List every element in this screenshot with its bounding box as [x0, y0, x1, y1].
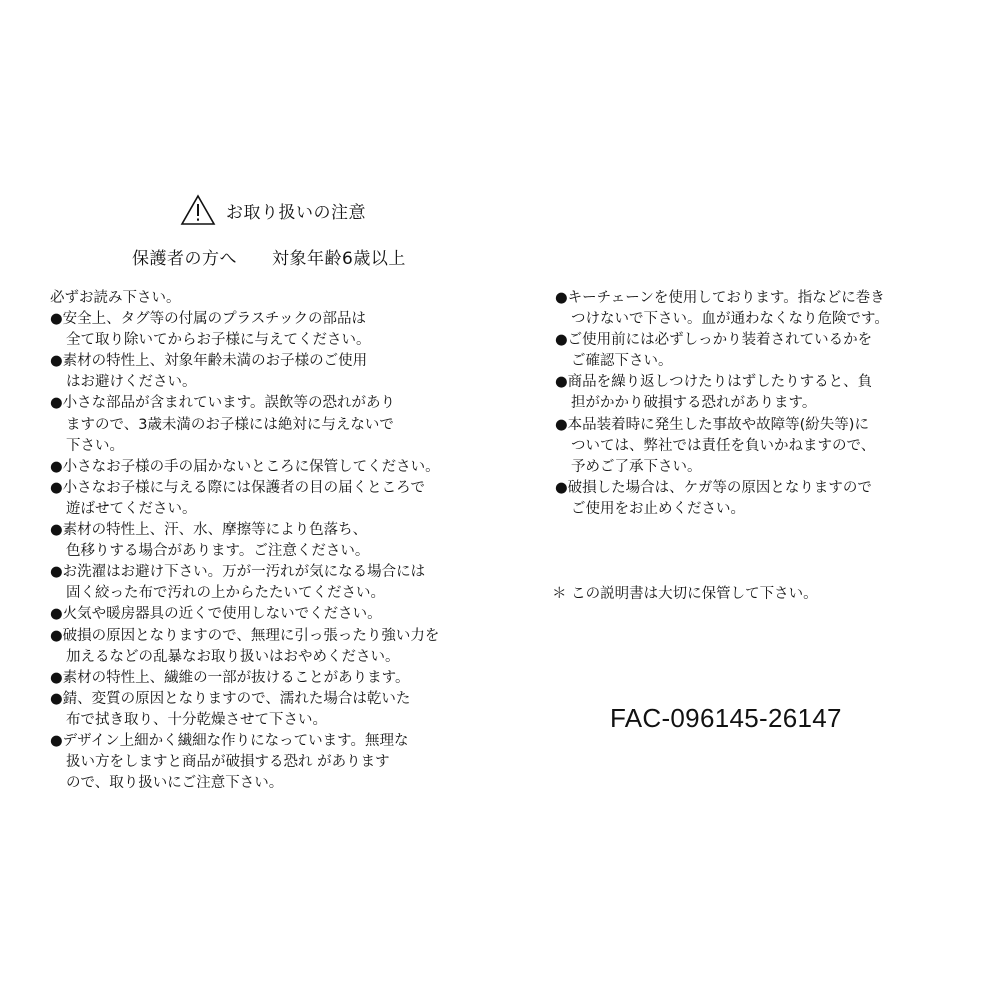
note-line: ●火気や暖房器具の近くで使用しないでください。 — [50, 606, 382, 623]
note-line: 扱い方をしますと商品が破損する恐れ があります — [66, 754, 390, 771]
note-line: ●安全上、タグ等の付属のプラスチックの部品は — [50, 311, 366, 328]
note-line: ●キーチェーンを使用しております。指などに巻き — [555, 290, 885, 306]
note-line: ●素材の特性上、汗、水、摩擦等により色落ち、 — [50, 522, 368, 539]
footnote: ＊ この説明書は大切に保管して下さい。 — [552, 586, 818, 602]
note-line: 全て取り除いてからお子様に与えてください。 — [66, 332, 371, 349]
note-line: はお避けください。 — [66, 374, 197, 391]
note-line: 色移りする場合があります。ご注意ください。 — [66, 543, 370, 560]
warning-triangle-icon — [180, 194, 216, 226]
subheading-age: 保護者の方へ 対象年齢6歳以上 — [132, 249, 406, 269]
note-line: ●破損の原因となりますので、無理に引っ張ったり強い力を — [50, 627, 440, 644]
note-line: ますので、3歳未満のお子様には絶対に与えないで — [66, 416, 394, 433]
left-column-notes — [50, 288, 470, 794]
note-line: ●お洗濯はお避け下さい。万が一汚れが気になる場合には — [50, 564, 426, 581]
note-line: 固く絞った布で汚れの上からたたいてください。 — [66, 585, 385, 602]
note-line: ●錆、変質の原因となりますので、濡れた場合は乾いた — [50, 690, 411, 707]
note-line: 必ずお読み下さい。 — [50, 290, 181, 306]
note-line: ので、取り扱いにご注意下さい。 — [66, 775, 284, 792]
note-line: ●商品を繰り返しつけたりはずしたりすると、負 — [555, 374, 873, 391]
note-line: ●小さな部品が含まれています。誤飲等の恐れがあり — [50, 395, 395, 412]
note-line: ●破損した場合は、ケガ等の原因となりますので — [555, 479, 872, 496]
right-column-notes — [555, 288, 955, 520]
note-line: 布で拭き取り、十分乾燥させて下さい。 — [66, 711, 327, 728]
note-line: ●ご使用前には必ずしっかり装着されているかを — [555, 332, 873, 349]
note-line: 予めご了承下さい。 — [571, 458, 702, 475]
note-line: 担がかかり破損する恐れがあります。 — [571, 395, 817, 412]
note-line: ご使用をお止めください。 — [571, 500, 745, 517]
heading-title: お取り扱いの注意 — [226, 202, 366, 223]
note-line: 遊ばせてください。 — [66, 500, 197, 517]
note-line: ついては、弊社では責任を負いかねますので、 — [571, 437, 876, 454]
note-line: 下さい。 — [66, 437, 124, 454]
note-line: ●素材の特性上、対象年齢未満のお子様のご使用 — [50, 353, 368, 370]
product-code: FAC-096145-26147 — [610, 703, 842, 733]
note-line: ●小さなお子様の手の届かないところに保管してください。 — [50, 458, 440, 475]
note-line: ●小さなお子様に与える際には保護者の目の届くところで — [50, 479, 426, 496]
note-line: 加えるなどの乱暴なお取り扱いはおやめください。 — [66, 648, 400, 665]
note-line: ●本品装着時に発生した事故や故障等(紛失等)に — [555, 416, 869, 433]
note-line: ご確認下さい。 — [571, 353, 673, 370]
note-line: ●デザイン上細かく繊細な作りになっています。無理な — [50, 732, 409, 749]
note-line: つけないで下さい。血が通わなくなり危険です。 — [571, 311, 889, 328]
note-line: ●素材の特性上、繊維の一部が抜けることがあります。 — [50, 669, 410, 686]
heading-row — [180, 192, 366, 228]
